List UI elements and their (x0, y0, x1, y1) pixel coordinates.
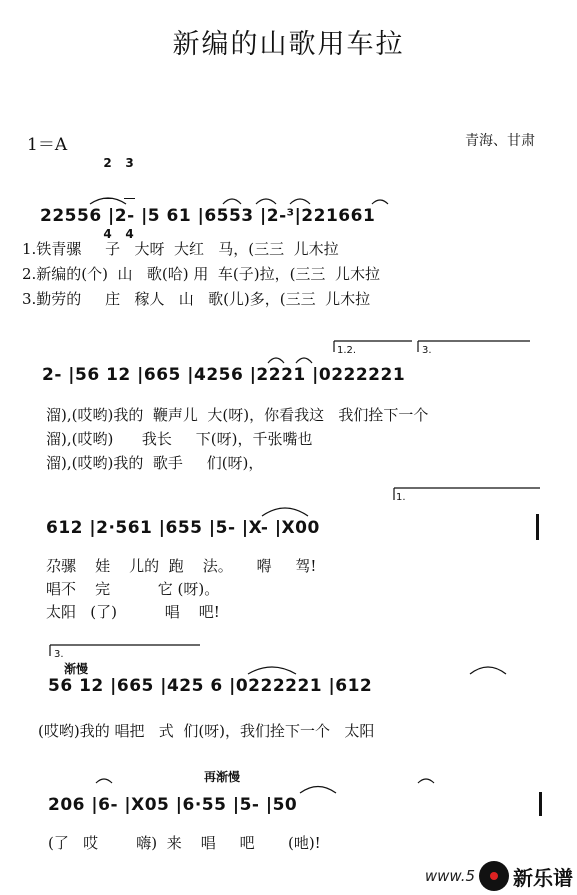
site-watermark (425, 861, 573, 891)
volta-label: 1.2. (337, 345, 357, 356)
lyric-line-3-1: 尕骡 娃 儿的 跑 法。 嘚 驾! (46, 557, 317, 575)
tempo-marking: 渐慢 (64, 662, 89, 676)
lyric-line-2-1: 溜),(哎哟)我的 鞭声儿 大(呀)，你看我这 我们拴下一个 (46, 406, 429, 424)
slur (256, 199, 276, 204)
lyric-line-2-3: 溜),(哎哟)我的 歌手 们(呀)， (46, 454, 264, 472)
final-bar (539, 792, 542, 816)
volta-label: 3. (422, 345, 432, 356)
lyric-line-1-3: 3.勤劳的 庄 稼人 山 歌(儿)多，(三三 儿木拉 (22, 290, 371, 308)
lyric-line-2-2: 溜),(哎哟) 我长 下(呀)，千张嘴也 (46, 430, 313, 448)
slur (262, 508, 308, 516)
slur (470, 667, 506, 674)
slur (248, 667, 296, 674)
lyric-line-1-2: 2.新编的(个) 山 歌(哈) 用 车(子)拉，(三三 儿木拉 (22, 265, 380, 283)
time-signature-bottom: 4 (103, 227, 112, 241)
watermark-brand: 新乐谱 (513, 865, 573, 890)
lyric-line-4-1: (哎哟)我的 唱把 式 们(呀)，我们拴下一个 太阳 (38, 722, 375, 740)
end-repeat-bar (536, 514, 539, 540)
page-title: 新编的山歌用车拉 (172, 29, 405, 60)
slur (290, 199, 310, 204)
slur (268, 358, 284, 363)
notation-line-2: 2- |56 12 |665 |4256 |2221 |0222221 (42, 365, 406, 385)
volta-label: 3. (54, 649, 64, 660)
time-signature-top: 3 (125, 156, 134, 170)
slur (296, 358, 312, 363)
watermark-url: www.5 (424, 867, 475, 885)
song-origin: 青海、甘肃 (465, 133, 535, 149)
notation-line-5: 206 |6- |X05 |6·55 |5- |50 (48, 795, 298, 815)
time-signature-bottom: 4 (125, 227, 134, 241)
lyric-line-5-1: (了 哎 嗨) 来 唱 吧 (吔)! (48, 834, 321, 852)
tempo-marking: 再渐慢 (204, 770, 241, 784)
slur (90, 198, 126, 204)
lyric-line-3-2: 唱不 完 它 (呀)。 (46, 580, 220, 598)
notation-line-1: 22556 |2- |5 61 |6553 |2-³|221661 (40, 206, 376, 226)
volta-label: 1. (396, 492, 406, 503)
fermata (96, 779, 112, 783)
lyric-line-1-1: 1.铁青骡 子 大呀 大红 马，(三三 儿木拉 (22, 240, 339, 258)
slur (372, 200, 388, 204)
key-signature: 1＝A (27, 135, 68, 155)
slur (300, 787, 336, 794)
notation-line-4: 56 12 |665 |425 6 |0222221 |612 (48, 676, 373, 696)
record-logo-icon (479, 861, 509, 891)
slur (223, 199, 241, 204)
fermata (418, 779, 434, 783)
time-signature-top: 2 (103, 156, 112, 170)
lyric-line-3-3: 太阳 (了) 唱 吧! (46, 603, 220, 621)
notation-line-3: 612 |2·561 |655 |5- |X- |X00 (46, 518, 320, 538)
